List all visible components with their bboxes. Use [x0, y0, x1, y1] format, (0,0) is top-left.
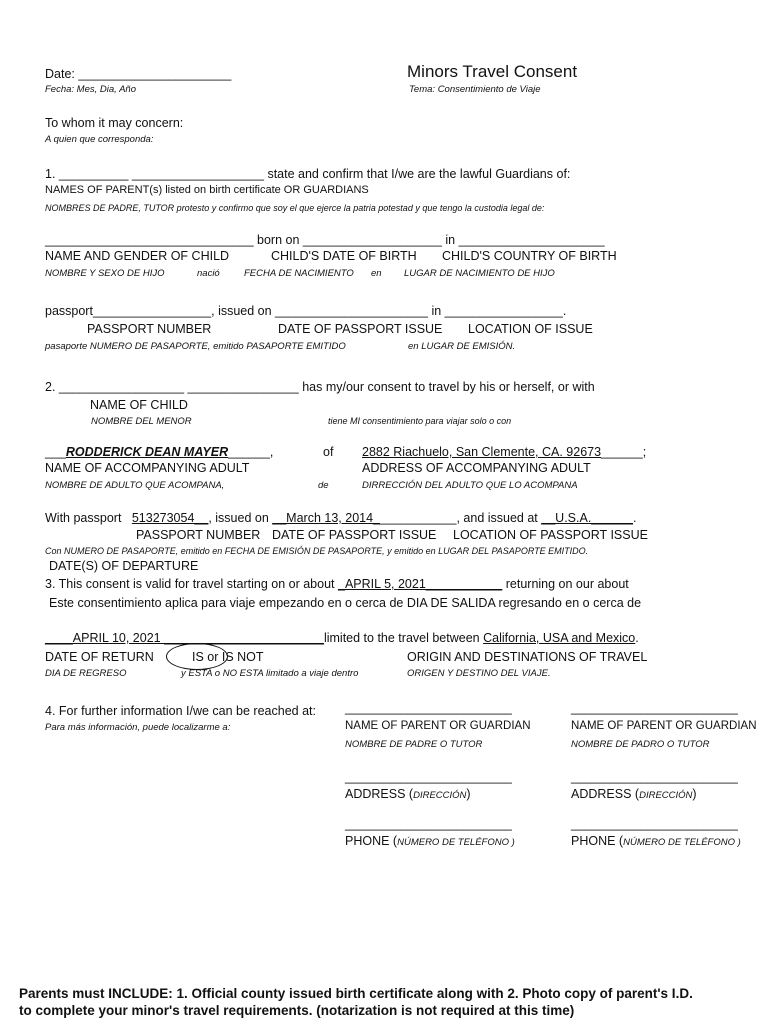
address-field-2: [571, 787, 697, 803]
parent-name-sub-1: NOMBRE DE PADRE O TUTOR: [345, 739, 483, 750]
is-or-is-not-label: IS or IS NOT: [192, 650, 264, 664]
issued-on-label: , issued on: [208, 511, 269, 525]
child-dob-label: CHILD'S DATE OF BIRTH: [271, 249, 417, 263]
footer-requirements-line2: to complete your minor's travel requirements. (notarization is not required at this time): [19, 1003, 575, 1018]
child-name-sub-2: NOMBRE DEL MENOR: [91, 416, 192, 427]
country-sub: LUGAR DE NACIMIENTO DE HIJO: [404, 268, 555, 279]
with-passport-line: [45, 511, 637, 525]
section1-line: 1. __________ ___________________ state and confirm that I/we are the lawful Guardians of:: [45, 167, 571, 181]
travel-route: California, USA and Mexico: [483, 631, 636, 645]
return-line: [45, 631, 639, 645]
address-sub-2: DIRECCIÓN: [639, 790, 693, 801]
address-field-1: [345, 787, 471, 803]
address-line: [362, 445, 646, 459]
adult-passport-location-label: LOCATION OF PASSPORT ISSUE: [453, 528, 648, 542]
section3-spanish: Este consentimiento aplica para viaje empezando en o cerca de DIA DE SALIDA regresando en o cerca de: [49, 596, 642, 610]
passport-date-label: DATE OF PASSPORT ISSUE: [278, 322, 443, 336]
address-label-2: ADDRESS (: [571, 787, 640, 801]
returning-text: returning on our about: [502, 577, 629, 591]
return-label: DATE OF RETURN: [45, 650, 154, 664]
adult-prefix: ___: [45, 445, 66, 459]
parent-name-blank-1: ________________________: [345, 701, 512, 715]
adult-passport-place: __U.S.A.______: [541, 511, 634, 525]
phone-field-1: [345, 834, 515, 850]
adult-passport-sub: Con NUMERO DE PASAPORTE, emitido en FECHA DE EMISIÓN DE PASAPORTE, y emitido en LUGAR DEL PASAPORTE EMITIDO.: [45, 546, 589, 556]
child-name-label: NAME AND GENDER OF CHILD: [45, 249, 230, 263]
phone-label-1: PHONE (: [345, 834, 398, 848]
document-title: Minors Travel Consent: [407, 62, 578, 81]
address-close-2: ): [692, 787, 697, 801]
section2-line: 2. __________________ ________________ has my/our consent to travel by his or herself, or with: [45, 380, 595, 394]
title-subtitle: Tema: Consentimiento de Viaje: [409, 84, 541, 95]
adult-address-label: ADDRESS OF ACCOMPANYING ADULT: [362, 461, 591, 475]
limited-text: limited to the travel between: [323, 631, 480, 645]
parent-name-blank-2: ________________________: [571, 701, 738, 715]
with-passport-label: With passport: [45, 511, 122, 525]
child-line: ______________________________ born on ____________________ in _____________________: [45, 233, 605, 247]
period-3: .: [635, 631, 639, 645]
is-sub: y ESTA o NO ESTA limitado a viaje dentro: [181, 668, 359, 679]
date-line: Date: ______________________: [45, 67, 232, 81]
parents-label: NAMES OF PARENT(s) listed on birth certificate OR GUARDIANS: [45, 184, 369, 196]
in-sub: en: [371, 268, 382, 279]
return-date: ____APRIL 10, 2021 _______________________: [45, 631, 324, 645]
section3-line: [45, 577, 629, 591]
section4-line: 4. For further information I/we can be reached at:: [45, 704, 316, 718]
adult-sub: NOMBRE DE ADULTO QUE ACOMPANA,: [45, 480, 225, 491]
address-label-1: ADDRESS (: [345, 787, 414, 801]
period-2: .: [633, 511, 637, 525]
child-country-label: CHILD'S COUNTRY OF BIRTH: [442, 249, 617, 263]
born-sub: nació: [197, 268, 220, 279]
adult-passport-date-label: DATE OF PASSPORT ISSUE: [272, 528, 437, 542]
phone-label-2: PHONE (: [571, 834, 624, 848]
issued-at-label: ___________, and issued at: [380, 511, 538, 525]
child-name-label-2: NAME OF CHILD: [90, 398, 188, 412]
adult-address: 2882 Riachuelo, San Clemente, CA. 92673: [362, 445, 602, 459]
parent-name-label-1: NAME OF PARENT OR GUARDIAN: [345, 720, 531, 732]
adult-address-sub: DIRRECCIÓN DEL ADULTO QUE LO ACOMPANA: [362, 480, 578, 491]
parents-sub: NOMBRES DE PADRE, TUTOR protesto y confirmo que soy el que ejerce la patria potestad y que tengo la custodia legal de:: [45, 203, 545, 213]
parent-name-sub-2: NOMBRE DE PADRO O TUTOR: [571, 739, 710, 750]
passport-sub: pasaporte NUMERO DE PASAPORTE, emitido PASAPORTE EMITIDO: [45, 341, 346, 352]
passport-location-sub: en LUGAR DE EMISIÓN.: [408, 341, 516, 352]
phone-sub-1: NÚMERO DE TELÉFONO ): [397, 837, 515, 848]
adult-line: [45, 445, 273, 459]
adult-passport-number-label: PASSPORT NUMBER: [136, 528, 261, 542]
return-sub: DIA DE REGRESO: [45, 668, 127, 679]
salutation-sub: A quien que corresponda:: [45, 134, 154, 145]
section4-sub: Para más información, puede localizarme a:: [45, 722, 231, 733]
departure-label: DATE(S) OF DEPARTURE: [49, 559, 199, 573]
adult-passport-date: __March 13, 2014_: [272, 511, 380, 525]
parent-name-label-2: NAME OF PARENT OR GUARDIAN: [571, 720, 757, 732]
salutation: To whom it may concern:: [45, 116, 184, 130]
start-text: 3. This consent is valid for travel starting on or about: [45, 577, 335, 591]
date-subtitle: Fecha: Mes, Dia, Año: [45, 84, 136, 95]
start-date: _APRIL 5, 2021___________: [338, 577, 503, 591]
origin-destination-label: ORIGIN AND DESTINATIONS OF TRAVEL: [407, 650, 648, 664]
dob-sub: FECHA DE NACIMIENTO: [244, 268, 354, 279]
passport-location-label: LOCATION OF ISSUE: [468, 322, 593, 336]
phone-field-2: [571, 834, 741, 850]
phone-blank-2: ________________________: [571, 817, 738, 831]
adult-passport-number: 513273054__: [131, 511, 209, 525]
passport-line: passport_________________, issued on ______________________ in _________________.: [45, 304, 567, 318]
origin-sub: ORIGEN Y DESTINO DEL VIAJE.: [407, 668, 551, 679]
adult-name: RODDERICK DEAN MAYER: [65, 445, 229, 459]
footer-requirements-line1: Parents must INCLUDE: 1. Official county issued birth certificate along with 2. Photo copy of parent's I.D.: [19, 986, 693, 1001]
address-blank-1: ________________________: [345, 770, 512, 784]
child-name-sub: NOMBRE Y SEXO DE HIJO: [45, 268, 165, 279]
address-close-1: ): [466, 787, 471, 801]
address-blank-2: ________________________: [571, 770, 738, 784]
selection-circle: [166, 643, 228, 670]
adult-label: NAME OF ACCOMPANYING ADULT: [45, 461, 250, 475]
address-sub-1: DIRECCIÓN: [413, 790, 467, 801]
phone-sub-2: NÚMERO DE TELÉFONO ): [623, 837, 741, 848]
phone-blank-1: ________________________: [345, 817, 512, 831]
address-suffix: ______;: [601, 445, 647, 459]
of-label: of: [323, 445, 334, 459]
adult-suffix: ______,: [228, 445, 274, 459]
consent-sub: tiene MI consentimiento para viajar solo o con: [328, 416, 512, 426]
de-sub: de: [318, 480, 329, 491]
passport-number-label: PASSPORT NUMBER: [87, 322, 212, 336]
